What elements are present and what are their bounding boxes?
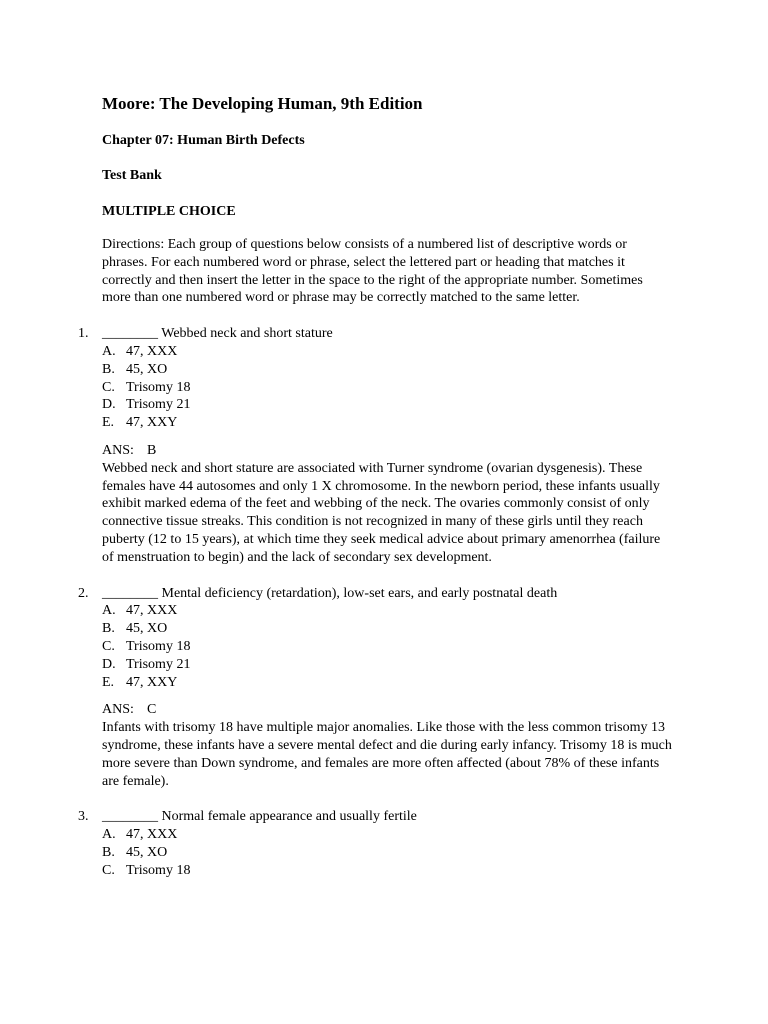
option-e [102,414,672,432]
test-bank-heading: Test Bank [102,168,162,183]
document-title: Moore: The Developing Human, 9th Edition [102,94,423,113]
option-letter: A. [102,343,116,359]
section-heading: MULTIPLE CHOICE [102,204,236,219]
chapter-heading: Chapter 07: Human Birth Defects [102,133,305,148]
option-b [102,620,672,638]
answer-explanation: Infants with trisomy 18 have multiple major anomalies. Like those with the less common trisomy 13 syndrome, these infants have a severe mental defect and die during early infancy. Trisomy 18 is much more severe than Down syndrome, and females are more often affected (about 78% of these infants are female). [102,720,672,789]
option-d [102,656,672,674]
option-a [102,826,672,844]
answer-value: B [147,442,157,458]
answer-label: ANS: [102,702,134,718]
option-list [102,826,672,879]
option-text: Trisomy 18 [126,379,191,395]
option-text: 45, XO [126,361,168,377]
option-letter: B. [102,621,115,637]
option-d [102,396,672,414]
option-letter: E. [102,674,115,690]
option-text: Trisomy 21 [126,397,191,413]
question-prompt: ________ Webbed neck and short stature [102,326,333,342]
option-text: 45, XO [126,621,168,637]
option-b [102,361,672,379]
answer-value: C [147,702,157,718]
option-text: 47, XXX [126,603,178,619]
option-list [102,343,672,432]
question-1 [78,325,672,566]
option-list [102,602,672,691]
question-prompt: ________ Mental deficiency (retardation), low-set ears, and early postnatal death [102,585,558,601]
answer-line [102,442,672,460]
option-text: 47, XXX [126,343,178,359]
option-text: Trisomy 18 [126,862,191,878]
option-text: 47, XXY [126,674,178,690]
option-c [102,862,672,880]
answer-explanation: Webbed neck and short stature are associated with Turner syndrome (ovarian dysgenesis). These females have 44 autosomes and only 1 X chromosome. In the newborn period, these infants usually exhibit marked edema of the feet and webbing of the neck. The ovaries commonly consist of only connective tissue streaks. This condition is not recognized in many of these girls until they reach puberty (12 to 15 years), at which time they seek medical advice about primary amenorrhea (failure of menstruation to begin) and the lack of secondary sex development. [102,460,661,565]
option-letter: E. [102,415,115,431]
option-text: 47, XXX [126,827,178,843]
question-number: 3. [78,809,89,825]
question-prompt: ________ Normal female appearance and usually fertile [102,809,417,825]
option-letter: B. [102,361,115,377]
option-letter: C. [102,638,115,654]
option-letter: C. [102,862,115,878]
option-text: Trisomy 18 [126,638,191,654]
option-letter: D. [102,656,116,672]
option-e [102,674,672,692]
option-text: 45, XO [126,844,168,860]
option-letter: C. [102,379,115,395]
answer-line [102,701,672,719]
option-a [102,343,672,361]
option-c [102,638,672,656]
option-text: 47, XXY [126,415,178,431]
document-page [78,94,672,880]
question-number: 2. [78,585,89,601]
directions-text: Directions: Each group of questions below consists of a numbered list of descriptive words or phrases. For each numbered word or phrase, select the lettered part or heading that matches it correctly and then insert the letter in the space to the right of the appropriate number. Sometimes more than one numbered word or phrase may be correctly matched to the same letter. [102,237,643,306]
option-text: Trisomy 21 [126,656,191,672]
question-number: 1. [78,326,89,342]
option-letter: A. [102,827,116,843]
answer-label: ANS: [102,442,134,458]
question-2 [78,585,672,791]
option-letter: D. [102,397,116,413]
option-c [102,379,672,397]
option-letter: A. [102,603,116,619]
option-letter: B. [102,844,115,860]
question-3 [78,808,672,879]
option-a [102,602,672,620]
option-b [102,844,672,862]
